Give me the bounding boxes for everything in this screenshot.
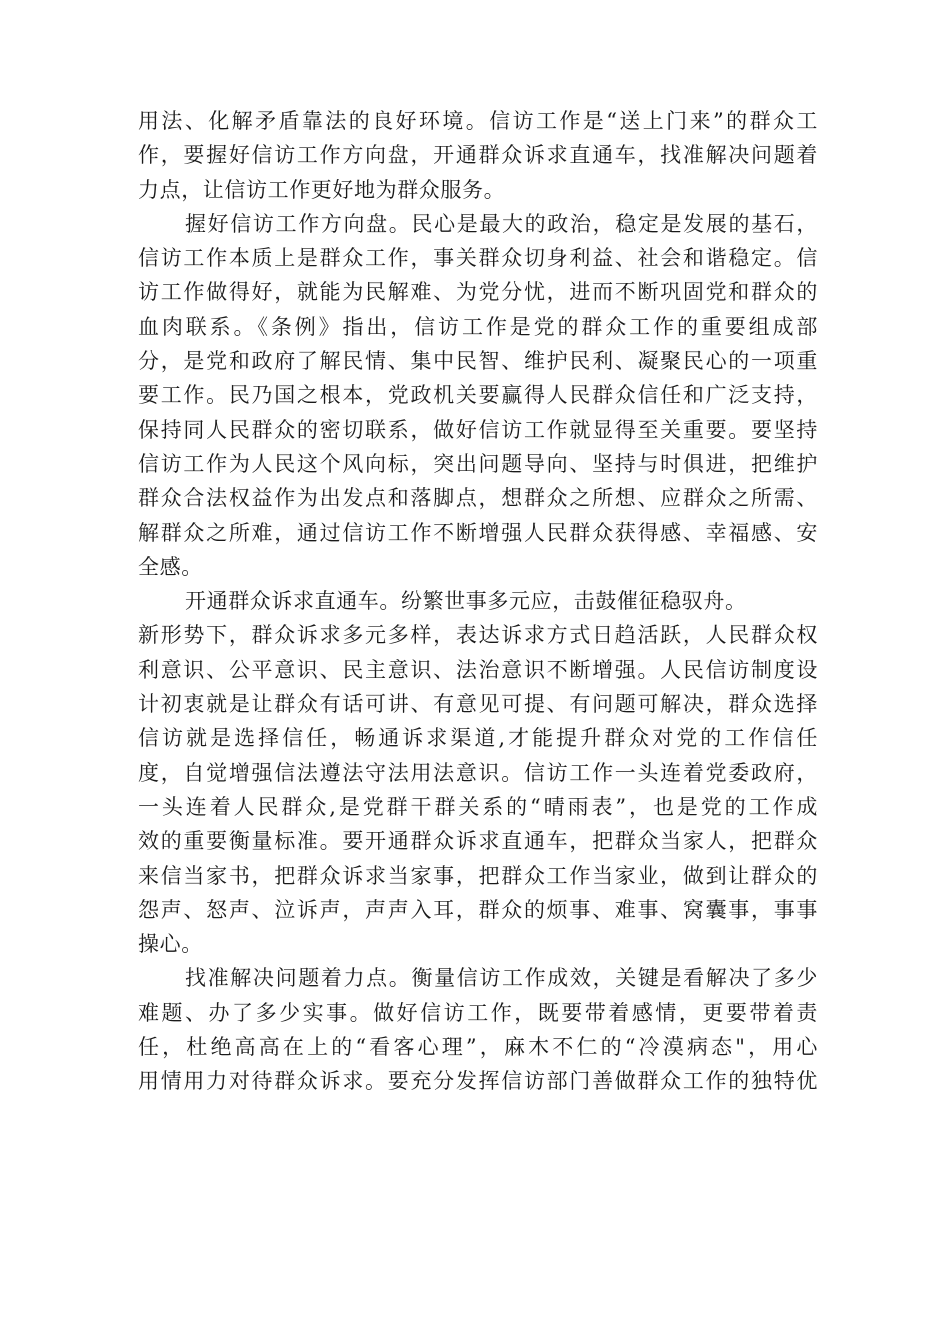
- text-line: 效的重要衡量标准。要开通群众诉求直通车，把群众当家人，把群众: [138, 829, 818, 854]
- text-line: 一头连着人民群众,是党群干群关系的“晴雨表”，也是党的工作成: [138, 794, 818, 819]
- text-line: 要工作。民乃国之根本，党政机关要赢得人民群众信任和广泛支持，: [138, 383, 818, 408]
- text-line: 群众合法权益作为出发点和落脚点，想群众之所想、应群众之所需、: [138, 486, 818, 511]
- paragraph-2: [138, 207, 818, 584]
- text-line: 度，自觉增强信法遵法守法用法意识。信访工作一头连着党委政府，: [138, 760, 818, 785]
- text-line: 信访工作为人民这个风向标，突出问题导向、坚持与时俱进，把维护: [138, 451, 818, 476]
- text-line: 怨声、怒声、泣诉声，声声入耳，群众的烦事、难事、窝囊事，事事: [138, 897, 818, 922]
- text-line: 难题、办了多少实事。做好信访工作，既要带着感情，更要带着责: [138, 1000, 818, 1025]
- paragraph-4: [138, 961, 818, 1098]
- text-line: 信访工作本质上是群众工作，事关群众切身利益、社会和谐稳定。信: [138, 246, 818, 271]
- text-line: 开通群众诉求直通车。纷繁世事多元应，击鼓催征稳驭舟。: [185, 589, 747, 614]
- text-line: 找准解决问题着力点。衡量信访工作成效，关键是看解决了多少: [185, 966, 818, 991]
- text-line: 任，杜绝高高在上的“看客心理”，麻木不仁的“冷漠病态"，用心: [138, 1035, 818, 1060]
- text-line: 利意识、公平意识、民主意识、法治意识不断增强。人民信访制度设: [138, 657, 818, 682]
- text-line: 操心。: [138, 932, 203, 957]
- text-line: 用法、化解矛盾靠法的良好环境。信访工作是“送上门来”的群众工: [138, 109, 818, 133]
- text-line: 访工作做得好，就能为民解难、为党分忧，进而不断巩固党和群众的: [138, 280, 818, 305]
- paragraph-3: [138, 584, 818, 961]
- text-line: 力点，让信访工作更好地为群众服务。: [138, 177, 506, 202]
- text-line: 计初衷就是让群众有话可讲、有意见可提、有问题可解决，群众选择: [138, 692, 818, 717]
- text-line: 握好信访工作方向盘。民心是最大的政治，稳定是发展的基石，: [185, 211, 818, 236]
- text-line: 用情用力对待群众诉求。要充分发挥信访部门善做群众工作的独特优: [138, 1069, 818, 1094]
- text-line: 新形势下，群众诉求多元多样，表达诉求方式日趋活跃，人民群众权: [138, 623, 818, 648]
- text-line: 来信当家书，把群众诉求当家事，把群众工作当家业，做到让群众的: [138, 863, 818, 888]
- document-body: [138, 104, 818, 1099]
- text-line: 全感。: [138, 554, 203, 579]
- paragraph-1: [138, 104, 818, 207]
- text-line: 信访就是选择信任，畅通诉求渠道,才能提升群众对党的工作信任: [138, 726, 818, 751]
- text-line: 血肉联系。《条例》指出，信访工作是党的群众工作的重要组成部: [138, 314, 818, 339]
- text-line: 保持同人民群众的密切联系，做好信访工作就显得至关重要。要坚持: [138, 417, 818, 442]
- text-line: 解群众之所难，通过信访工作不断增强人民群众获得感、幸福感、安: [138, 520, 818, 545]
- text-line: 分，是党和政府了解民情、集中民智、维护民利、凝聚民心的一项重: [138, 349, 818, 374]
- text-line: 作，要握好信访工作方向盘，开通群众诉求直通车，找准解决问题着: [138, 143, 818, 168]
